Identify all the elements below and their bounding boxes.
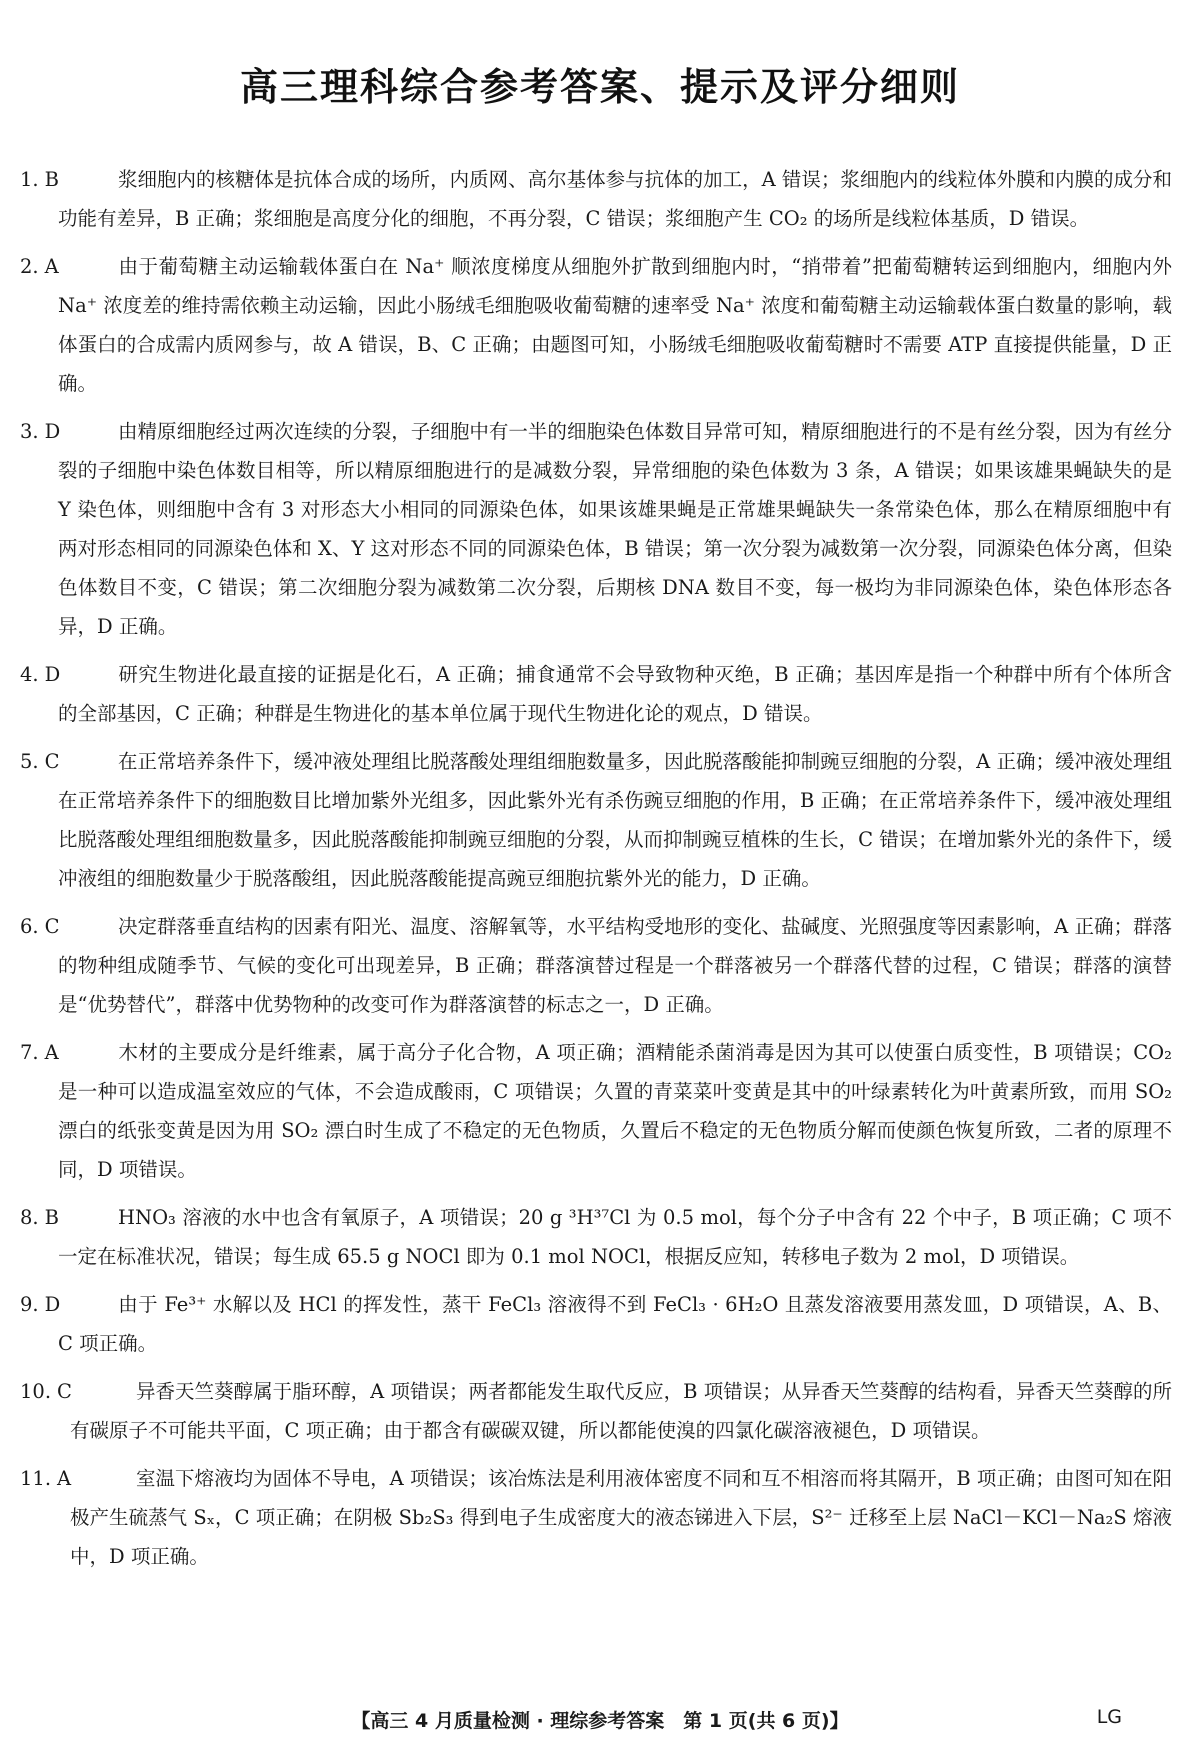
answer-key: A (57, 1467, 72, 1490)
answer-key: A (44, 1041, 59, 1064)
answer-key: D (44, 420, 61, 443)
answer-number: 9. (20, 1293, 39, 1316)
answer-key: A (44, 255, 59, 278)
answer-number: 6. (20, 915, 39, 938)
answer-explanation: 由于 Fe³⁺ 水解以及 HCl 的挥发性，蒸干 FeCl₃ 溶液得不到 FeCl₃ · 6H₂O 且蒸发溶液要用蒸发皿，D 项错误，A、B、C 项正确。 (58, 1293, 1172, 1355)
answer-item-10 (20, 1372, 1172, 1450)
answer-explanation: 研究生物进化最直接的证据是化石，A 正确；捕食通常不会导致物种灭绝，B 正确；基因库是指一个种群中所有个体所含的全部基因，C 正确；种群是生物进化的基本单位属于现代生物进化论的观点，D 错误。 (58, 663, 1172, 725)
footer-page-info: 【高三 4 月质量检测 · 理综参考答案 第 1 页(共 6 页)】 (351, 1710, 849, 1732)
page-title: 高三理科综合参考答案、提示及评分细则 (239, 65, 960, 109)
answer-key: D (44, 1293, 61, 1316)
answer-key: D (44, 663, 61, 686)
answer-explanation: 在正常培养条件下，缓冲液处理组比脱落酸处理组细胞数量多，因此脱落酸能抑制豌豆细胞的分裂，A 正确；缓冲液处理组在正常培养条件下的细胞数目比增加紫外光组多，因此紫外光有杀伤豌豆细胞的作用，B 正确；在正常培养条件下，缓冲液处理组比脱落酸处理组细胞数量多，因此脱落酸能抑制豌豆细胞的分裂，从而抑制豌豆植株的生长，C 错误；在增加紫外光的条件下，缓冲液组的细胞数量少于脱落酸组，因此脱落酸能提高豌豆细胞抗紫外光的能力，D 正确。 (58, 750, 1172, 890)
answer-number: 8. (20, 1206, 39, 1229)
answer-item-7 (20, 1033, 1172, 1189)
answer-item-3 (20, 412, 1172, 646)
answer-item-8 (20, 1198, 1172, 1276)
answer-item-4 (20, 655, 1172, 733)
answer-key: C (57, 1380, 72, 1403)
answer-key: C (44, 915, 60, 938)
answer-list (20, 160, 1172, 1585)
answer-explanation: 室温下熔液均为固体不导电，A 项错误；该冶炼法是利用液体密度不同和互不相溶而将其隔开，B 项正确；由图可知在阳极产生硫蒸气 Sₓ，C 项正确；在阴极 Sb₂S₃ 得到电子生成密度大的液态锑进入下层，S²⁻ 迁移至上层 NaCl－KCl－Na₂S 熔液中，D 项正确。 (70, 1467, 1172, 1568)
answer-key: C (44, 750, 60, 773)
answer-item-5 (20, 742, 1172, 898)
answer-key: B (44, 1206, 59, 1229)
answer-number: 4. (20, 663, 39, 686)
answer-number: 10. (20, 1380, 52, 1403)
answer-item-11 (20, 1459, 1172, 1576)
answer-explanation: 木材的主要成分是纤维素，属于高分子化合物，A 项正确；酒精能杀菌消毒是因为其可以使蛋白质变性，B 项错误；CO₂ 是一种可以造成温室效应的气体，不会造成酸雨，C 项错误；久置的青菜菜叶变黄是其中的叶绿素转化为叶黄素所致，而用 SO₂ 漂白的纸张变黄是因为用 SO₂ 漂白时生成了不稳定的无色物质，久置后不稳定的无色物质分解而使颜色恢复所致，二者的原理不同，D 项错误。 (58, 1041, 1172, 1181)
answer-item-1 (20, 160, 1172, 238)
answer-explanation: 浆细胞内的核糖体是抗体合成的场所，内质网、高尔基体参与抗体的加工，A 错误；浆细胞内的线粒体外膜和内膜的成分和功能有差异，B 正确；浆细胞是高度分化的细胞，不再分裂，C 错误；浆细胞产生 CO₂ 的场所是线粒体基质，D 错误。 (58, 168, 1172, 230)
answer-number: 7. (20, 1041, 39, 1064)
answer-explanation: 决定群落垂直结构的因素有阳光、温度、溶解氧等，水平结构受地形的变化、盐碱度、光照强度等因素影响，A 正确；群落的物种组成随季节、气候的变化可出现差异，B 正确；群落演替过程是一个群落被另一个群落代替的过程，C 错误；群落的演替是“优势替代”，群落中优势物种的改变可作为群落演替的标志之一，D 正确。 (58, 915, 1172, 1016)
answer-key: B (44, 168, 59, 191)
answer-number: 1. (20, 168, 39, 191)
answer-item-9 (20, 1285, 1172, 1363)
answer-number: 3. (20, 420, 39, 443)
answer-number: 5. (20, 750, 39, 773)
answer-explanation: HNO₃ 溶液的水中也含有氧原子，A 项错误；20 g ³H³⁷Cl 为 0.5 mol，每个分子中含有 22 个中子，B 项正确；C 项不一定在标准状况，错误；每生成 65.5 g NOCl 即为 0.1 mol NOCl，根据反应知，转移电子数为 2 mol，D 项错误。 (58, 1206, 1172, 1268)
answer-explanation: 异香天竺葵醇属于脂环醇，A 项错误；两者都能发生取代反应，B 项错误；从异香天竺葵醇的结构看，异香天竺葵醇的所有碳原子不可能共平面，C 项正确；由于都含有碳碳双键，所以都能使溴的四氯化碳溶液褪色，D 项错误。 (70, 1380, 1172, 1442)
answer-number: 2. (20, 255, 39, 278)
answer-explanation: 由精原细胞经过两次连续的分裂，子细胞中有一半的细胞染色体数目异常可知，精原细胞进行的不是有丝分裂，因为有丝分裂的子细胞中染色体数目相等，所以精原细胞进行的是减数分裂，异常细胞的染色体数为 3 条，A 错误；如果该雄果蝇缺失的是 Y 染色体，则细胞中含有 3 对形态大小相同的同源染色体，如果该雄果蝇是正常雄果蝇缺失一条常染色体，那么在精原细胞中有两对形态相同的同源染色体和 X、Y 这对形态不同的同源染色体，B 错误；第一次分裂为减数第一次分裂，同源染色体分离，但染色体数目不变，C 错误；第二次细胞分裂为减数第二次分裂，后期核 DNA 数目不变，每一极均为非同源染色体，染色体形态各异，D 正确。 (58, 420, 1172, 638)
answer-item-6 (20, 907, 1172, 1024)
answer-number: 11. (20, 1467, 52, 1490)
answer-explanation: 由于葡萄糖主动运输载体蛋白在 Na⁺ 顺浓度梯度从细胞外扩散到细胞内时，“捎带着”把葡萄糖转运到细胞内，细胞内外 Na⁺ 浓度差的维持需依赖主动运输，因此小肠绒毛细胞吸收葡萄糖的速率受 Na⁺ 浓度和葡萄糖主动运输载体蛋白数量的影响，载体蛋白的合成需内质网参与，故 A 错误，B、C 正确；由题图可知，小肠绒毛细胞吸收葡萄糖时不需要 ATP 直接提供能量，D 正确。 (58, 255, 1172, 395)
footer-code: LG (1096, 1706, 1122, 1728)
answer-item-2 (20, 247, 1172, 403)
